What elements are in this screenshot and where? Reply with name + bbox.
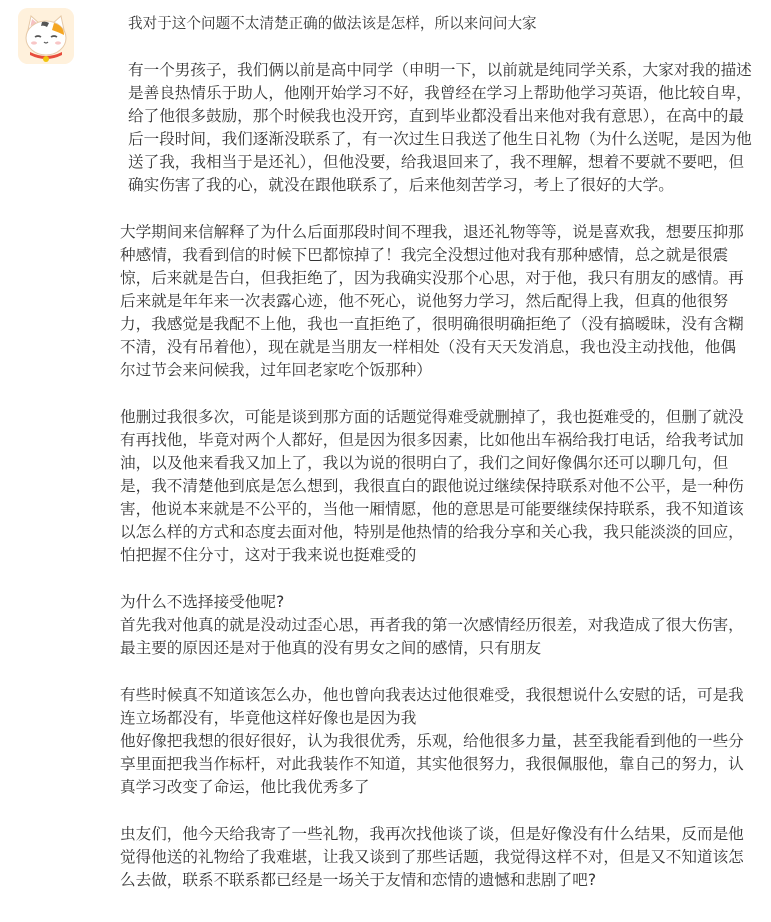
paragraph-line: 惊，后来就是告白，但我拒绝了，因为我确实没那个心思，对于他，我只有朋友的感情。再 xyxy=(120,269,744,287)
avatar[interactable] xyxy=(18,8,74,64)
paragraph-line: 害，他说本来就是不公平的，当他一厢情愿，他的意思是可能要继续保持联系，我不知道该 xyxy=(120,500,744,518)
paragraph-line: 有一个男孩子，我们俩以前是高中同学（申明一下，以前就是纯同学关系，大家对我的描述 xyxy=(128,61,752,79)
paragraph-line: 有些时候真不知道该怎么办，他也曾向我表达过他很难受，我很想说什么安慰的话，可是我 xyxy=(120,686,744,704)
paragraph-line: 连立场都没有，毕竟他这样好像也是因为我 xyxy=(120,709,417,727)
post-paragraph xyxy=(120,823,764,892)
paragraph-line: 真学习改变了命运，他比我优秀多了 xyxy=(120,778,370,796)
post-content xyxy=(120,0,764,892)
paragraph-line: 有再找他，毕竟对两个人都好，但是因为很多因素，比如他出车祸给我打电话，给我考试加 xyxy=(120,431,744,449)
paragraph-line: 最主要的原因还是对于他真的没有男女之间的感情，只有朋友 xyxy=(120,639,542,657)
paragraph-line: 虫友们，他今天给我寄了一些礼物，我再次找他谈了谈，但是好像没有什么结果，反而是他 xyxy=(120,825,744,843)
paragraph-line: 享里面把我当作标杆，对此我装作不知道，其实他很努力，我很佩服他，靠自己的努力，认 xyxy=(120,755,744,773)
paragraph-line: 确实伤害了我的心，就没在跟他联系了，后来他刻苦学习，考上了很好的大学。 xyxy=(128,176,674,194)
paragraph-line: 是善良热情乐于助人，他刚开始学习不好，我曾经在学习上帮助他学习英语，他比较自卑， xyxy=(128,84,752,102)
paragraph-line: 以怎么样的方式和态度去面对他，特别是他热情的给我分享和关心我，我只能淡淡的回应， xyxy=(120,523,744,541)
paragraph-line: 后来就是年年来一次表露心迹，他不死心，说他努力学习，然后配得上我，但真的他很努 xyxy=(120,292,729,310)
post-paragraph xyxy=(120,591,764,660)
paragraph-line: 送了我，我相当于是还礼），但他没要，给我退回来了，我不理解，想着不要就不要吧，但 xyxy=(128,153,744,171)
paragraph-line: 后一段时间，我们逐渐没联系了，有一次过生日我送了他生日礼物（为什么送呢，是因为他 xyxy=(128,130,752,148)
paragraph-line: 首先我对他真的就是没动过歪心思，再者我的第一次感情经历很差，对我造成了很大伤害， xyxy=(120,616,744,634)
post-paragraph xyxy=(120,406,764,567)
paragraph-line: 觉得他送的礼物给了我难堪，让我又谈到了那些话题，我觉得这样不对，但是又不知道该怎 xyxy=(120,848,744,866)
post-paragraph xyxy=(120,684,764,799)
paragraph-line: 大学期间来信解释了为什么后面那段时间不理我，退还礼物等等，说是喜欢我，想要压抑那 xyxy=(120,223,744,241)
paragraph-line: 不清，没有吊着他），现在就是当朋友一样相处（没有天天发消息，我也没主动找他，他偶 xyxy=(120,338,736,356)
paragraph-line: 种感情，我看到信的时候下巴都惊掉了！我完全没想过他对我有那种感情，总之就是很震 xyxy=(120,246,729,264)
paragraph-line: 他删过我很多次，可能是谈到那方面的话题觉得难受就删掉了，我也挺难受的，但删了就没 xyxy=(120,408,744,426)
post-paragraph xyxy=(120,221,764,382)
paragraph-line: 尔过节会来问候我，过年回老家吃个饭那种） xyxy=(120,361,432,379)
paragraph-line: 么去做，联系不联系都已经是一场关于友情和恋情的遗憾和悲剧了吧? xyxy=(120,871,597,889)
post-paragraph xyxy=(120,59,764,197)
post-title: 我对于这个问题不太清楚正确的做法该是怎样，所以来问问大家 xyxy=(128,15,537,32)
paragraph-line: 怕把握不住分寸，这对于我来说也挺难受的 xyxy=(120,546,417,564)
paragraph-line: 力，我感觉是我配不上他，我也一直拒绝了，很明确很明确拒绝了（没有搞暧昧，没有含糊 xyxy=(120,315,744,333)
cat-avatar-icon xyxy=(18,8,74,64)
paragraph-line: 油，以及他来看我又加上了，我以为说的很明白了，我们之间好像偶尔还可以聊几句，但 xyxy=(120,454,729,472)
paragraph-line: 给了他很多鼓励，那个时候我也没开窍，直到毕业都没看出来他对我有意思），在高中的最 xyxy=(128,107,744,125)
paragraph-line: 为什么不选择接受他呢? xyxy=(120,593,285,611)
paragraph-line: 是，我不清楚他到底是怎么想到，我很直白的跟他说过继续保持联系对他不公平，是一种伤 xyxy=(120,477,744,495)
paragraph-line: 他好像把我想的很好很好，认为我很优秀，乐观，给他很多力量，甚至我能看到他的一些分 xyxy=(120,732,744,750)
